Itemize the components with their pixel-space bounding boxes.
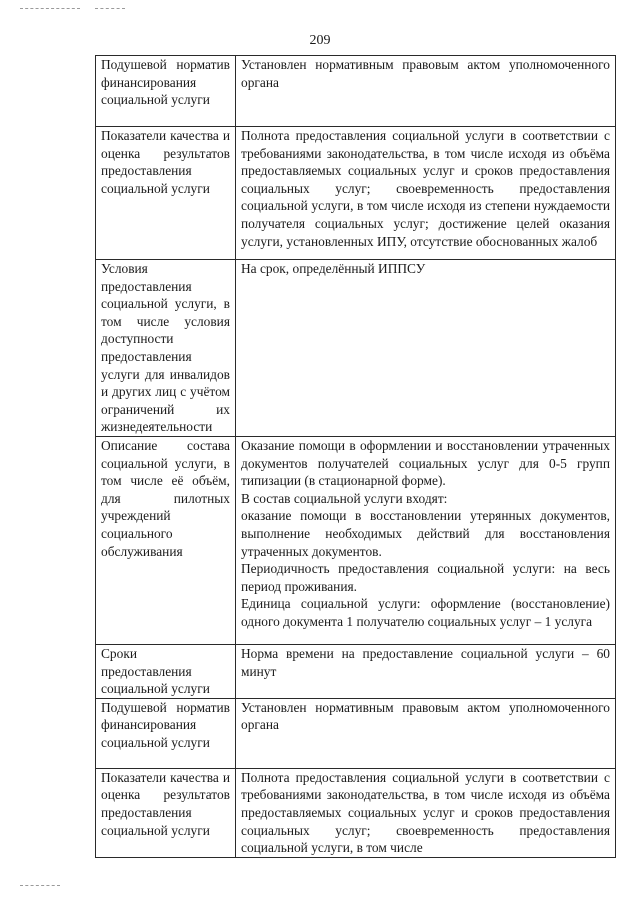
row-label: Описание состава социальной услуги, в том числе её объём, для пилотных учреждений социального обслуживания (96, 436, 236, 644)
table-row (96, 768, 616, 857)
value-paragraph: Оказание помощи в оформлении и восстановлении утраченных документов получателей социальных услуг для 0-5 групп типизации (в стационарной форме). (241, 437, 610, 489)
table-row (96, 436, 616, 644)
row-label: Показатели качества и оценка результатов предоставления социальной услуги (96, 127, 236, 260)
row-value (236, 127, 616, 260)
value-paragraph: Установлен нормативным правовым актом уполномоченного органа (241, 699, 610, 733)
row-value (236, 698, 616, 768)
table-row (96, 260, 616, 437)
value-paragraph: оказание помощи в восстановлении утерянных документов, выполнение необходимых действий для восстановления утраченных документов. (241, 508, 610, 559)
table-row (96, 56, 616, 127)
row-value (236, 260, 616, 437)
scan-artifact (95, 8, 125, 9)
value-paragraph: Полнота предоставления социальной услуги в соответствии с требованиями законодательства, в том числе исходя из объёма предоставляемых социальных услуг и сроков предоставления социальных услуг; своевременность предоставления социальной услуги, в том числе (241, 769, 610, 856)
table-row (96, 698, 616, 768)
value-paragraph: На срок, определённый ИППСУ (241, 261, 426, 276)
row-value (236, 768, 616, 857)
table-row (96, 644, 616, 698)
row-label: Условия предоставления социальной услуги, в том числе условия доступности предоставления услуги для инвалидов и других лиц с учётом ограничений их жизнедеятельности (96, 260, 236, 437)
service-description-table (95, 55, 616, 858)
page-number: 209 (309, 33, 331, 48)
row-label: Сроки предоставления социальной услуги (96, 644, 236, 698)
value-paragraph: В состав социальной услуги входят: (241, 490, 448, 506)
scan-artifact (20, 8, 80, 9)
value-paragraph: Установлен нормативным правовым актом уполномоченного органа (241, 57, 610, 90)
row-value (236, 56, 616, 127)
row-label: Показатели качества и оценка результатов предоставления социальной услуги (96, 768, 236, 857)
row-value (236, 436, 616, 644)
scan-artifact (20, 885, 60, 886)
value-paragraph: Единица социальной услуги: оформление (восстановление) одного документа 1 получателю социальных услуг – 1 услуга (241, 596, 610, 629)
row-label: Подушевой норматив финансирования социальной услуги (96, 698, 236, 768)
row-label: Подушевой норматив финансирования социальной услуги (96, 56, 236, 127)
table-row (96, 127, 616, 260)
value-paragraph: Периодичность предоставления социальной услуги: на весь период проживания. (241, 561, 610, 594)
value-paragraph: Норма времени на предоставление социальной услуги – 60 минут (241, 645, 610, 679)
value-paragraph: Полнота предоставления социальной услуги в соответствии с требованиями законодательства, в том числе исходя из объёма предоставляемых социальных услуг и сроков предоставления социальных услуг; своевременность предоставления социальной услуги, в том числе исходя из степени нуждаемости получателя социальных услуг; достижение целей оказания услуги, установленных ИПУ, отсутствие обоснованных жалоб (241, 128, 610, 249)
row-value (236, 644, 616, 698)
